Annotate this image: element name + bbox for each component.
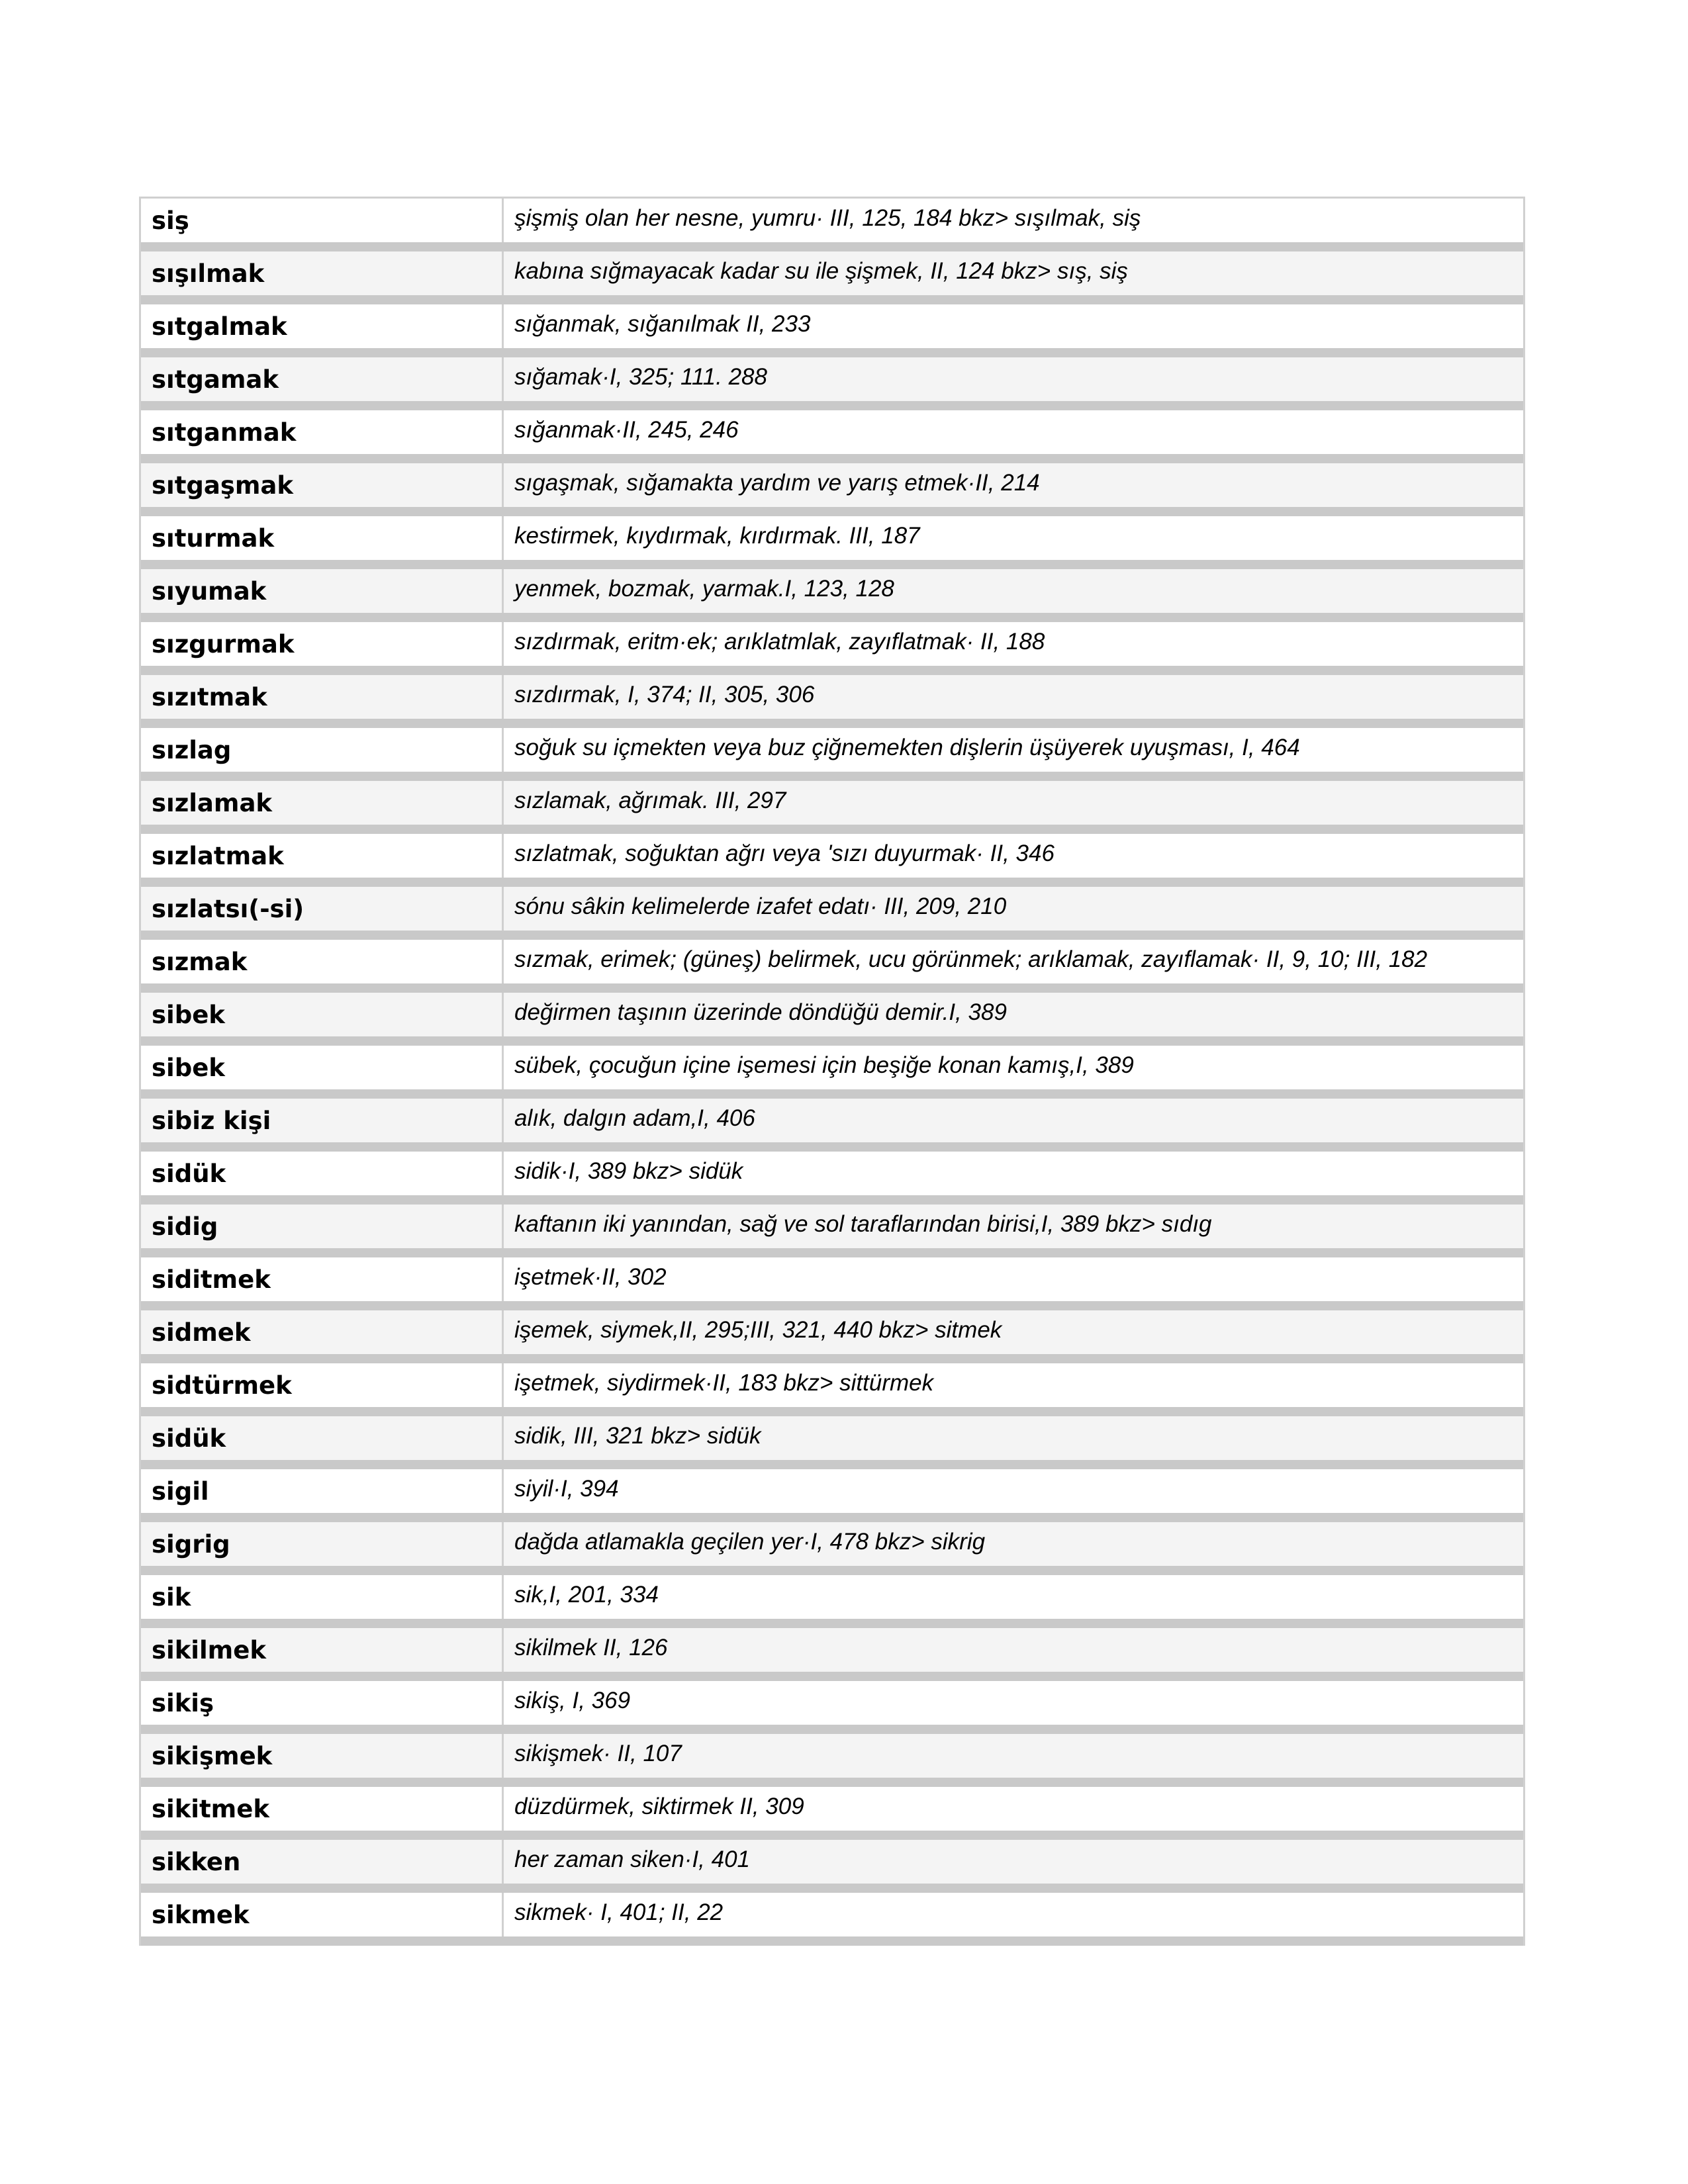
term-cell: sikmek — [141, 1893, 504, 1936]
table-row — [141, 993, 1523, 1046]
term-cell: sıtgamak — [141, 357, 504, 401]
definition-cell: sikmek· I, 401; II, 22 — [514, 1899, 724, 1925]
definition-cell: sónu sâkin kelimelerde izafet edatı· III, 209, 210 — [514, 893, 1007, 919]
definition-cell: dağda atlamakla geçilen yer·I, 478 bkz> sikrig — [514, 1529, 986, 1555]
definition-cell: sikilmek II, 126 — [514, 1635, 668, 1661]
definition-cell: sik,I, 201, 334 — [514, 1582, 659, 1608]
term-cell: siş — [141, 199, 504, 242]
definition-cell: sığanmak·II, 245, 246 — [514, 417, 739, 443]
definition-cell: sıgaşmak, sığamakta yardım ve yarış etmek·II, 214 — [514, 470, 1040, 496]
table-row — [141, 569, 1523, 622]
definition-cell: kabına sığmayacak kadar su ile şişmek, II, 124 bkz> sış, siş — [514, 258, 1128, 284]
table-row — [141, 251, 1523, 304]
term-cell: sibek — [141, 1046, 504, 1089]
term-cell: sibek — [141, 993, 504, 1036]
table-row — [141, 1840, 1523, 1893]
term-cell: sikilmek — [141, 1628, 504, 1672]
table-row — [141, 1257, 1523, 1310]
table-row — [141, 357, 1523, 410]
definition-cell: işetmek, siydirmek·II, 183 bkz> sittürmek — [514, 1370, 934, 1396]
definition-cell: kaftanın iki yanından, sağ ve sol taraflarından birisi,I, 389 bkz> sıdıg — [514, 1211, 1212, 1237]
term-cell: sik — [141, 1575, 504, 1619]
table-row — [141, 728, 1523, 781]
table-row — [141, 1363, 1523, 1416]
table-row — [141, 781, 1523, 834]
table-row — [141, 1787, 1523, 1840]
term-cell: sıyumak — [141, 569, 504, 613]
term-cell: sızlamak — [141, 781, 504, 825]
definition-cell: sızlatmak, soğuktan ağrı veya 'sızı duyurmak· II, 346 — [514, 841, 1055, 866]
definition-cell: düzdürmek, siktirmek II, 309 — [514, 1794, 804, 1819]
term-cell: sızıtmak — [141, 675, 504, 719]
table-row — [141, 516, 1523, 569]
definition-cell: sübek, çocuğun içine işemesi için beşiğe konan kamış,I, 389 — [514, 1052, 1134, 1078]
definition-cell: sığanmak, sığanılmak II, 233 — [514, 311, 811, 337]
definition-cell: soğuk su içmekten veya buz çiğnemekten dişlerin üşüyerek uyuşması, I, 464 — [514, 735, 1300, 760]
term-cell: sızlatsı(-si) — [141, 887, 504, 931]
definition-cell: sidik·I, 389 bkz> sidük — [514, 1158, 743, 1184]
term-cell: sigil — [141, 1469, 504, 1513]
table-row — [141, 1152, 1523, 1205]
table-row — [141, 675, 1523, 728]
term-cell: sıtgalmak — [141, 304, 504, 348]
table-row — [141, 1205, 1523, 1257]
term-cell: sızlatmak — [141, 834, 504, 878]
term-cell: sızlag — [141, 728, 504, 772]
term-cell: sigrig — [141, 1522, 504, 1566]
table-row — [141, 1046, 1523, 1099]
term-cell: sıtganmak — [141, 410, 504, 454]
term-cell: sidük — [141, 1152, 504, 1195]
table-row — [141, 1575, 1523, 1628]
term-cell: sızmak — [141, 940, 504, 983]
table-row — [141, 199, 1523, 251]
term-cell: sibiz kişi — [141, 1099, 504, 1142]
term-cell: sıturmak — [141, 516, 504, 560]
term-cell: siditmek — [141, 1257, 504, 1301]
term-cell: sikken — [141, 1840, 504, 1884]
dictionary-table — [139, 197, 1525, 1946]
term-cell: sıtgaşmak — [141, 463, 504, 507]
definition-cell: kestirmek, kıydırmak, kırdırmak. III, 187 — [514, 523, 920, 549]
definition-cell: alık, dalgın adam,I, 406 — [514, 1105, 755, 1131]
table-row — [141, 463, 1523, 516]
definition-cell: şişmiş olan her nesne, yumru· III, 125, 184 bkz> sışılmak, siş — [514, 205, 1141, 231]
table-row — [141, 410, 1523, 463]
definition-cell: sızlamak, ağrımak. III, 297 — [514, 788, 786, 813]
definition-cell: sığamak·I, 325; 111. 288 — [514, 364, 767, 390]
definition-cell: her zaman siken·I, 401 — [514, 1846, 751, 1872]
definition-cell: sızdırmak, eritm·ek; arıklatmlak, zayıflatmak· II, 188 — [514, 629, 1045, 655]
term-cell: sidük — [141, 1416, 504, 1460]
table-row — [141, 1099, 1523, 1152]
table-row — [141, 834, 1523, 887]
definition-cell: siyil·I, 394 — [514, 1476, 619, 1502]
table-row — [141, 940, 1523, 993]
table-row — [141, 1734, 1523, 1787]
table-row — [141, 622, 1523, 675]
definition-cell: sikişmek· II, 107 — [514, 1741, 682, 1766]
table-row — [141, 1416, 1523, 1469]
term-cell: sikişmek — [141, 1734, 504, 1778]
term-cell: sışılmak — [141, 251, 504, 295]
table-row — [141, 1628, 1523, 1681]
definition-cell: sızdırmak, I, 374; II, 305, 306 — [514, 682, 815, 707]
table-row — [141, 1893, 1523, 1946]
term-cell: sikitmek — [141, 1787, 504, 1831]
table-row — [141, 887, 1523, 940]
term-cell: sidig — [141, 1205, 504, 1248]
term-cell: sidtürmek — [141, 1363, 504, 1407]
table-row — [141, 1310, 1523, 1363]
definition-cell: yenmek, bozmak, yarmak.I, 123, 128 — [514, 576, 894, 602]
definition-cell: sikiş, I, 369 — [514, 1688, 631, 1713]
term-cell: sikiş — [141, 1681, 504, 1725]
term-cell: sızgurmak — [141, 622, 504, 666]
definition-cell: işetmek·II, 302 — [514, 1264, 667, 1290]
table-row — [141, 1522, 1523, 1575]
term-cell: sidmek — [141, 1310, 504, 1354]
definition-cell: sidik, III, 321 bkz> sidük — [514, 1423, 761, 1449]
definition-cell: sızmak, erimek; (güneş) belirmek, ucu görünmek; arıklamak, zayıflamak· II, 9, 10; III, 182 — [514, 946, 1428, 972]
table-row — [141, 1681, 1523, 1734]
table-row — [141, 1469, 1523, 1522]
definition-cell: değirmen taşının üzerinde döndüğü demir.I, 389 — [514, 999, 1007, 1025]
definition-cell: işemek, siymek,II, 295;III, 321, 440 bkz> sitmek — [514, 1317, 1002, 1343]
table-row — [141, 304, 1523, 357]
